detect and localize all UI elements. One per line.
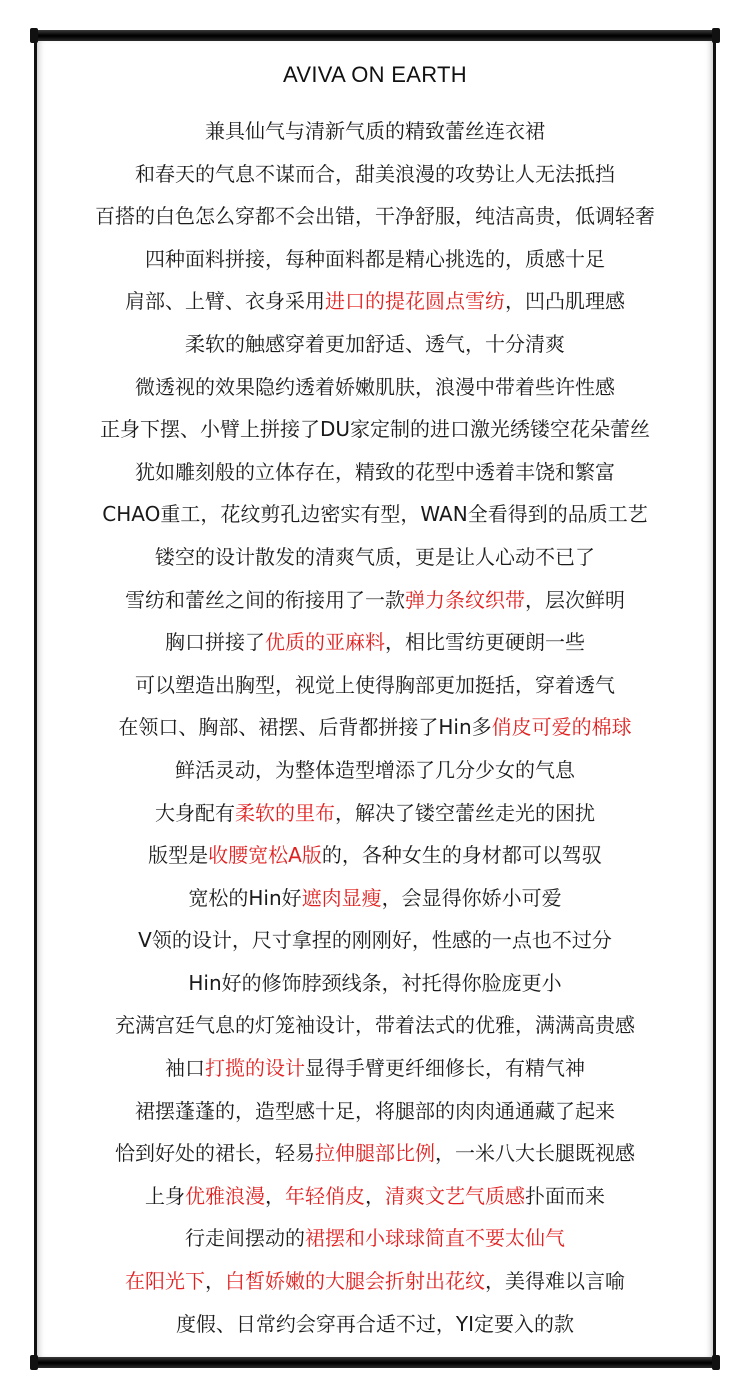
description-line [0,919,750,962]
body-text: 鲜活灵动，为整体造型增添了几分少女的气息 [175,757,575,782]
body-text: 四种面料拼接，每种面料都是精心挑选的，质感十足 [145,246,605,271]
description-line [0,962,750,1005]
highlight-text: 俏皮可爱的棉球 [491,715,632,740]
body-text: 在领口、胸部、裙摆、后背都拼接了Hin多 [118,715,492,740]
description-line [0,536,750,579]
description-line [0,621,750,664]
body-text: 度假、日常约会穿再合适不过，YI定要入的款 [175,1311,575,1336]
body-text: ，解决了镂空蕾丝走光的困扰 [335,800,595,825]
body-text: 和春天的气息不谋而合，甜美浪漫的攻势让人无法抵挡 [135,161,615,186]
description-line [0,408,750,451]
highlight-text: 优雅浪漫 [185,1183,265,1208]
body-text: 胸口拼接了 [165,630,265,655]
highlight-text: 清爽文艺气质感 [385,1183,525,1208]
description-line [0,323,750,366]
body-text: 肩部、上臂、衣身采用 [125,289,325,314]
description-line [0,1260,750,1303]
body-text: ，层次鲜明 [525,587,625,612]
page-title: AVIVA ON EARTH [283,62,467,87]
body-text: Hin好的修饰脖颈线条，衬托得你脸庞更小 [188,970,562,995]
scroll-rod-top [32,30,718,41]
body-text: ， [365,1183,385,1208]
description-line [0,1090,750,1133]
description-line [0,366,750,409]
body-text: 扑面而来 [525,1183,605,1208]
description-line [0,1303,750,1346]
body-text: ，凹凸肌理感 [505,289,625,314]
description-line [0,792,750,835]
body-text: 裙摆蓬蓬的，造型感十足，将腿部的肉肉通通藏了起来 [135,1098,615,1123]
body-text: 显得手臂更纤细修长，有精气神 [305,1056,585,1081]
description-line [0,1175,750,1218]
body-text: 充满宫廷气息的灯笼袖设计，带着法式的优雅，满满高贵感 [115,1013,635,1038]
body-text: 兼具仙气与清新气质的精致蕾丝连衣裙 [205,119,545,143]
highlight-text: 在阳光下 [125,1269,205,1294]
body-text: 犹如雕刻般的立体存在，精致的花型中透着丰饶和繁富 [135,459,615,484]
body-text: 行走间摆动的 [185,1226,305,1251]
body-text: 大身配有 [155,800,235,825]
body-text: CHAO重工，花纹剪孔边密实有型，WAN全看得到的品质工艺 [102,502,648,527]
body-text: ，一米八大长腿既视感 [435,1141,635,1166]
highlight-text: 弹力条纹织带 [405,587,525,612]
body-text: 可以塑造出胸型，视觉上使得胸部更加挺括，穿着透气 [135,672,615,697]
body-text: 正身下摆、小臂上拼接了DU家定制的进口激光绣镂空花朵蕾丝 [99,417,651,442]
description-line [0,749,750,792]
body-text: 上身 [145,1183,185,1208]
highlight-text: 遮肉显瘦 [301,885,382,910]
description-line [0,195,750,238]
description-line [0,664,750,707]
description-line [0,451,750,494]
description-line [0,834,750,877]
body-text: ， [205,1269,225,1294]
description-line [0,1047,750,1090]
body-text: 恰到好处的裙长，轻易 [115,1141,315,1166]
body-text: ，相比雪纺更硬朗一些 [385,630,585,655]
body-text: V领的设计，尺寸拿捏的刚刚好，性感的一点也不过分 [138,928,612,953]
body-text: 的，各种女生的身材都可以驾驭 [321,843,602,868]
description-line [0,579,750,622]
description-line [0,238,750,281]
highlight-text: 柔软的里布 [235,800,335,825]
highlight-text: 优质的亚麻料 [265,630,385,655]
body-text: ，会显得你娇小可爱 [381,885,562,910]
description-line [0,706,750,749]
description-line [0,493,750,536]
description-lines [0,110,750,1345]
body-text: ，美得难以言喻 [485,1269,625,1294]
description-line [0,280,750,323]
highlight-text: 打揽的设计 [205,1056,305,1081]
body-text: 柔软的触感穿着更加舒适、透气，十分清爽 [185,331,565,356]
body-text: 镂空的设计散发的清爽气质，更是让人心动不已了 [155,544,595,569]
body-text: 袖口 [165,1056,205,1081]
description-line [0,153,750,196]
description-line [0,110,750,153]
highlight-text: 进口的提花圆点雪纺 [325,289,505,314]
body-text: 百搭的白色怎么穿都不会出错，干净舒服，纯洁高贵，低调轻奢 [95,204,655,229]
body-text: ， [265,1183,285,1208]
highlight-text: 裙摆和小球球简直不要太仙气 [305,1226,565,1251]
scroll-rod-bottom [32,1357,718,1368]
body-text: 版型是 [148,843,209,868]
body-text: 雪纺和蕾丝之间的衔接用了一款 [125,587,405,612]
highlight-text: 收腰宽松A版 [208,843,322,868]
description-line [0,877,750,920]
description-line [0,1132,750,1175]
highlight-text: 年轻俏皮 [285,1183,365,1208]
highlight-text: 白皙娇嫩的大腿会折射出花纹 [225,1269,485,1294]
body-text: 宽松的Hin好 [188,885,302,910]
body-text: 微透视的效果隐约透着娇嫩肌肤，浪漫中带着些许性感 [135,374,615,399]
description-line [0,1004,750,1047]
description-line [0,1217,750,1260]
highlight-text: 拉伸腿部比例 [315,1141,435,1166]
